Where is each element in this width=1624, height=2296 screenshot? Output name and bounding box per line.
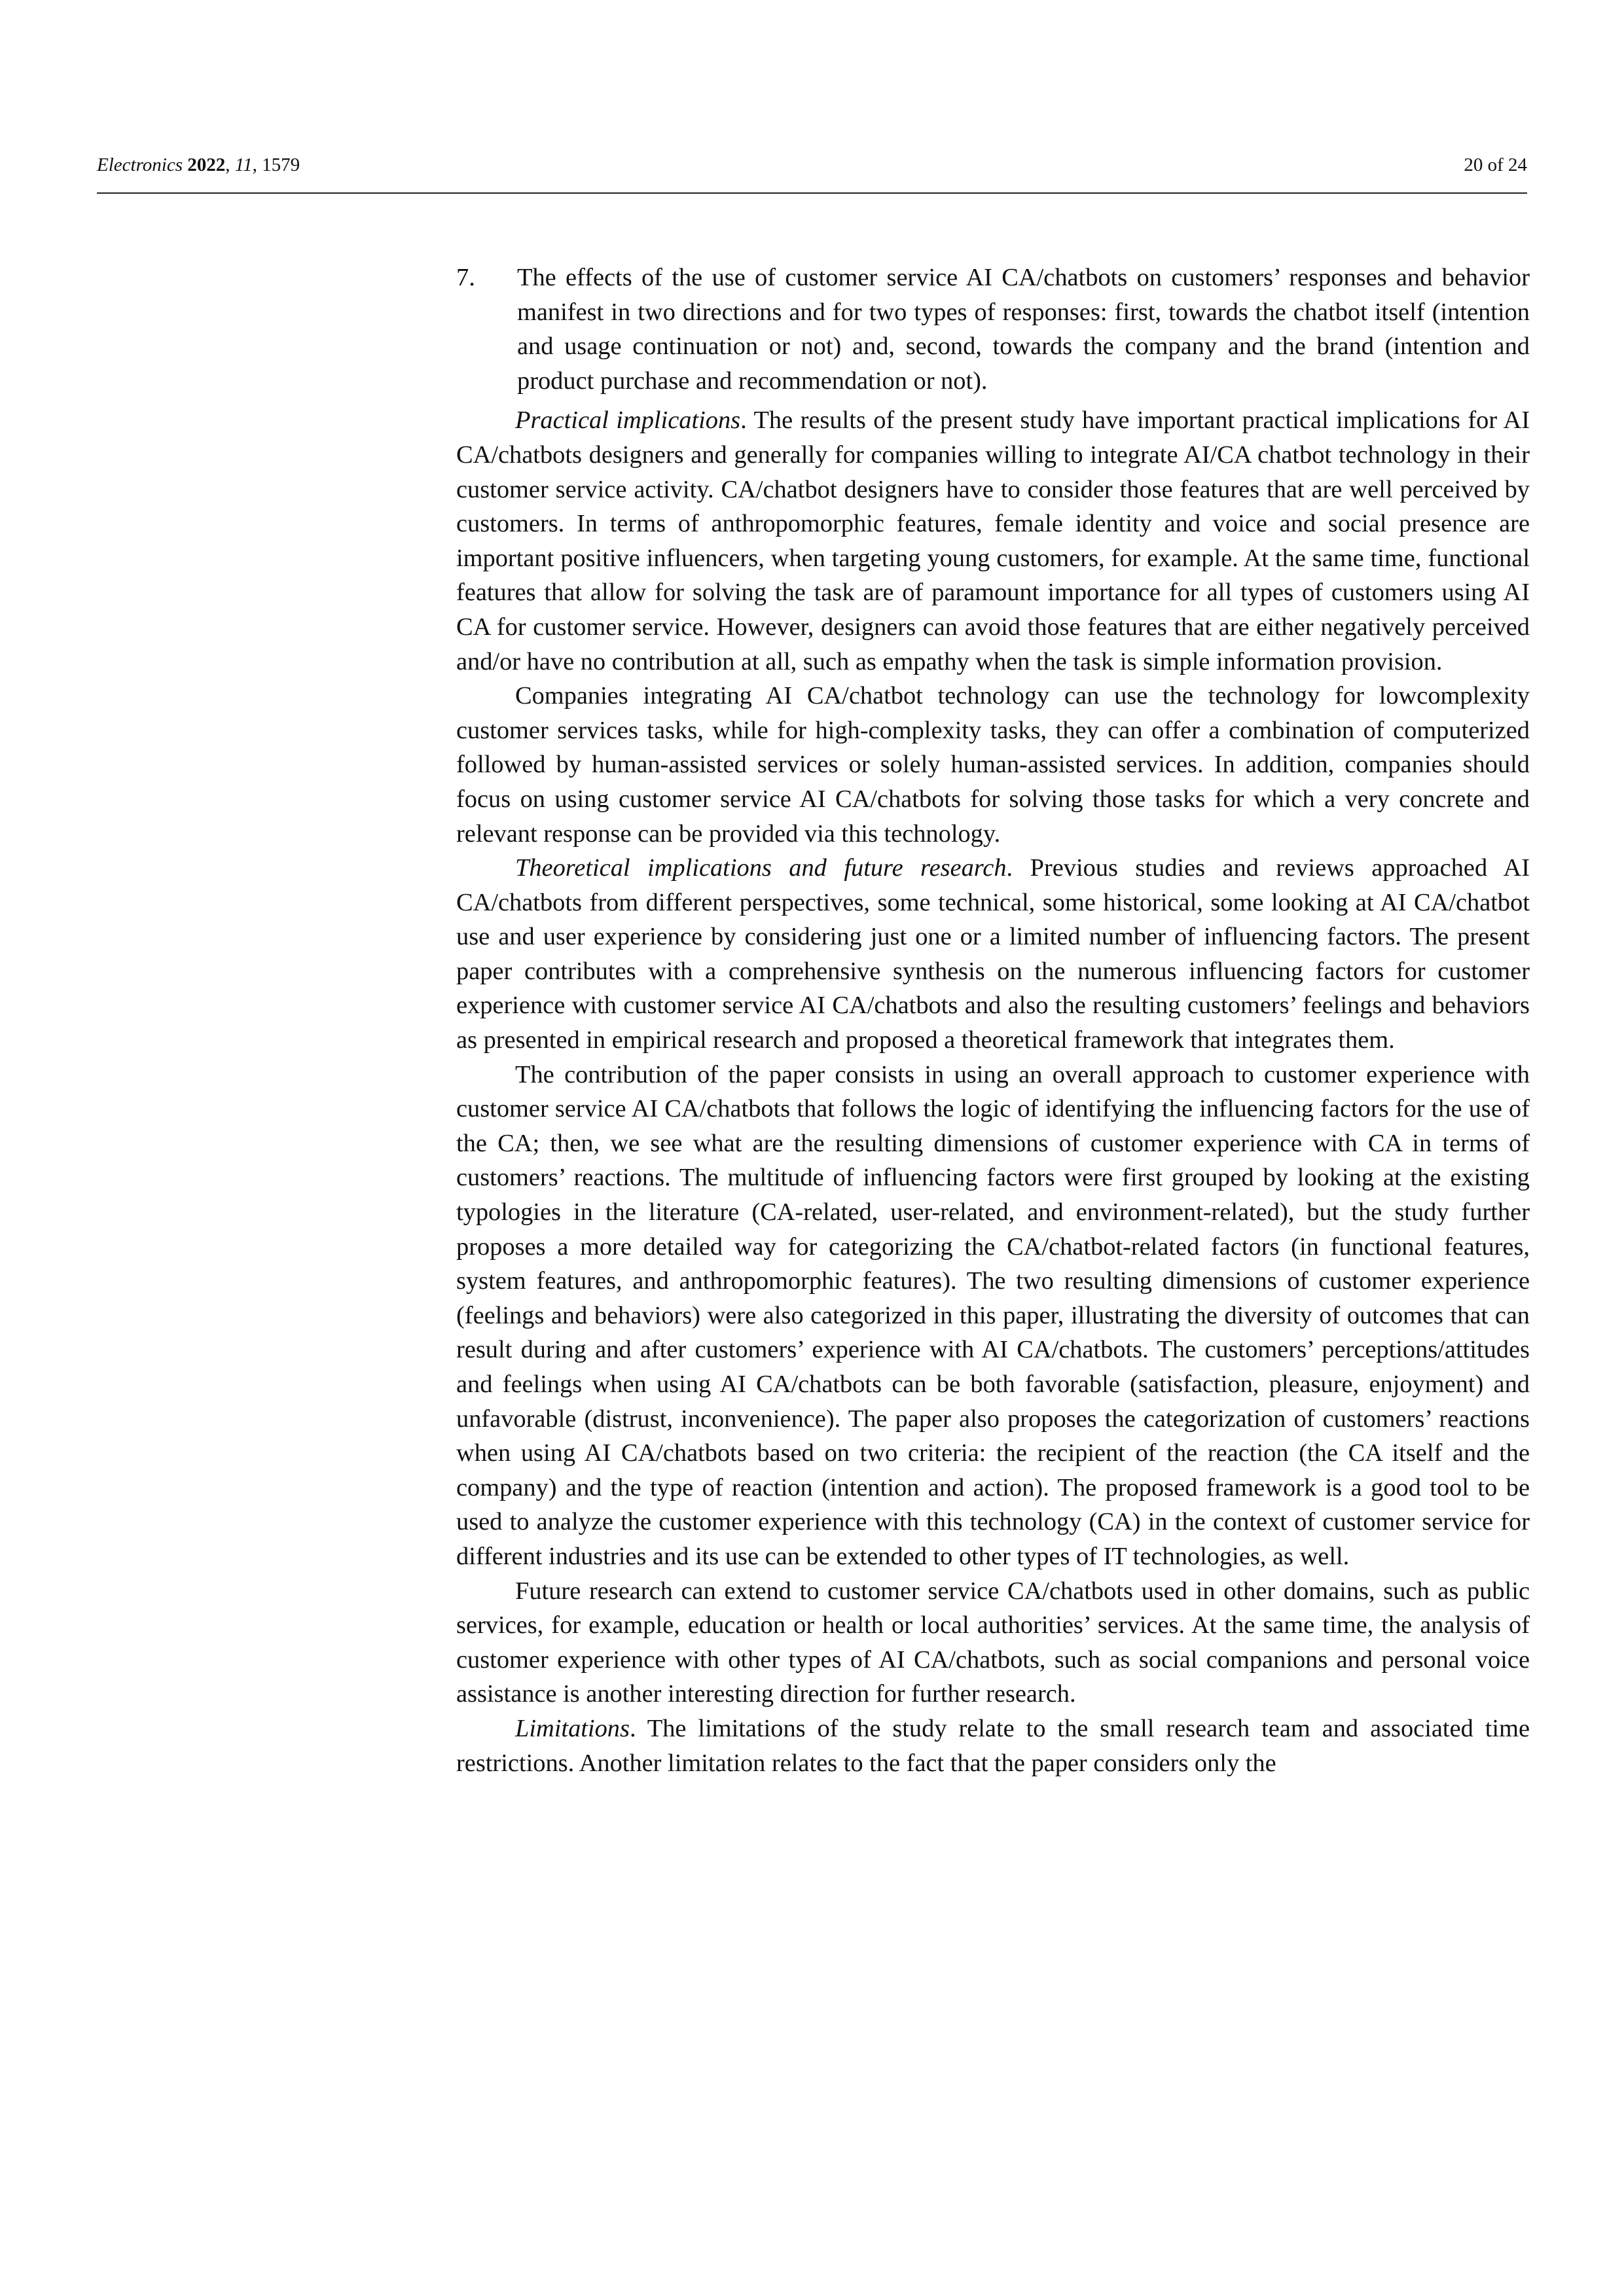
- list-item-text: The effects of the use of customer service AI CA/chatbots on customers’ responses and behavior manifest in two directions and for two types of responses: first, towards the chatbot itself (intention and usage continuation or not) and, second, towards the company and the brand (intention and product purchase and recommendation or not).: [517, 264, 1530, 395]
- paragraph-companies: [456, 679, 1530, 851]
- article-number: 1579: [262, 154, 300, 175]
- paragraph-text: The contribution of the paper consists in using an overall approach to customer experience with customer service AI CA/chatbots that follows the logic of identifying the influencing factors for the use of the CA; then, we see what are the resulting dimensions of customer experience with CA in terms of customers’ reactions. The multitude of influencing factors were first grouped by looking at the existing typologies in the literature (CA-related, user-related, and environment-related), but the study further proposes a more detailed way for categorizing the CA/chatbot-related factors (in functional features, system features, and anthropomorphic features). The two resulting dimensions of customer experience (feelings and behaviors) were also categorized in this paper, illustrating the diversity of outcomes that can result during and after customers’ experience with AI CA/chatbots. The customers’ perceptions/attitudes and feelings when using AI CA/chatbots can be both favorable (satisfaction, pleasure, enjoyment) and unfavorable (distrust, inconvenience). The paper also proposes the categorization of customers’ reactions when using AI CA/chatbots based on two criteria: the recipient of the reaction (the CA itself and the company) and the type of reaction (intention and action). The proposed framework is a good tool to be used to analyze the customer experience with this technology (CA) in the context of customer service for different industries and its use can be extended to other types of IT technologies, as well.: [456, 1060, 1530, 1570]
- paragraph-future-research: [456, 1574, 1530, 1712]
- paragraph-limitations: [456, 1712, 1530, 1780]
- paragraph-lead: Limitations: [515, 1714, 630, 1742]
- paragraph-text: Future research can extend to customer service CA/chatbots used in other domains, such as public services, for example, education or health or local authorities’ services. At the same time, the analysis of customer experience with other types of AI CA/chatbots, such as social companions and personal voice assistance is another interesting direction for further research.: [456, 1577, 1530, 1708]
- paragraph-text: . Previous studies and reviews approached AI CA/chatbots from different perspectives, some technical, some historical, some looking at AI CA/chatbot use and user experience by considering just one or a limited number of influencing factors. The present paper contributes with a comprehensive synthesis on the numerous influencing factors for customer experience with customer service AI CA/chatbots and also the resulting customers’ feelings and behaviors as presented in empirical research and proposed a theoretical framework that integrates them.: [456, 854, 1530, 1054]
- citation: Electronics 2022, 11, 1579: [97, 154, 300, 175]
- journal-name: Electronics: [97, 154, 183, 175]
- paragraph-lead: Practical implications: [515, 406, 741, 435]
- paragraph-contribution: [456, 1058, 1530, 1574]
- paragraph-practical-implications: [456, 403, 1530, 679]
- paragraph-theoretical-implications: [456, 851, 1530, 1058]
- list-item: [456, 260, 1530, 398]
- list-number: 7.: [456, 264, 475, 291]
- article-body: [456, 260, 1530, 1780]
- paragraph-text: . The results of the present study have important practical implications for AI CA/chatbots designers and generally for companies willing to integrate AI/CA chatbot technology in their customer service activity. CA/chatbot designers have to consider those features that are well perceived by customers. In terms of anthropomorphic features, female identity and voice and social presence are important positive influencers, when targeting young customers, for example. At the same time, functional features that allow for solving the task are of paramount importance for all types of customers using AI CA for customer service. However, designers can avoid those features that are either negatively perceived and/or have no contribution at all, such as empathy when the task is simple information provision.: [456, 406, 1530, 675]
- paragraph-text: Companies integrating AI CA/chatbot technology can use the technology for lowcomplexity customer services tasks, while for high-complexity tasks, they can offer a combination of computerized followed by human-assisted services or solely human-assisted services. In addition, companies should focus on using customer service AI CA/chatbots for solving those tasks for which a very concrete and relevant response can be provided via this technology.: [456, 682, 1530, 848]
- page-number: 20 of 24: [1464, 154, 1527, 175]
- page-header: [97, 149, 1527, 194]
- volume: 11: [234, 154, 253, 175]
- year: 2022: [187, 154, 226, 175]
- paragraph-lead: Theoretical implications and future research: [515, 854, 1007, 882]
- paragraph-text: . The limitations of the study relate to the small research team and associated time restrictions. Another limitation relates to the fact that the paper considers only the: [456, 1714, 1530, 1777]
